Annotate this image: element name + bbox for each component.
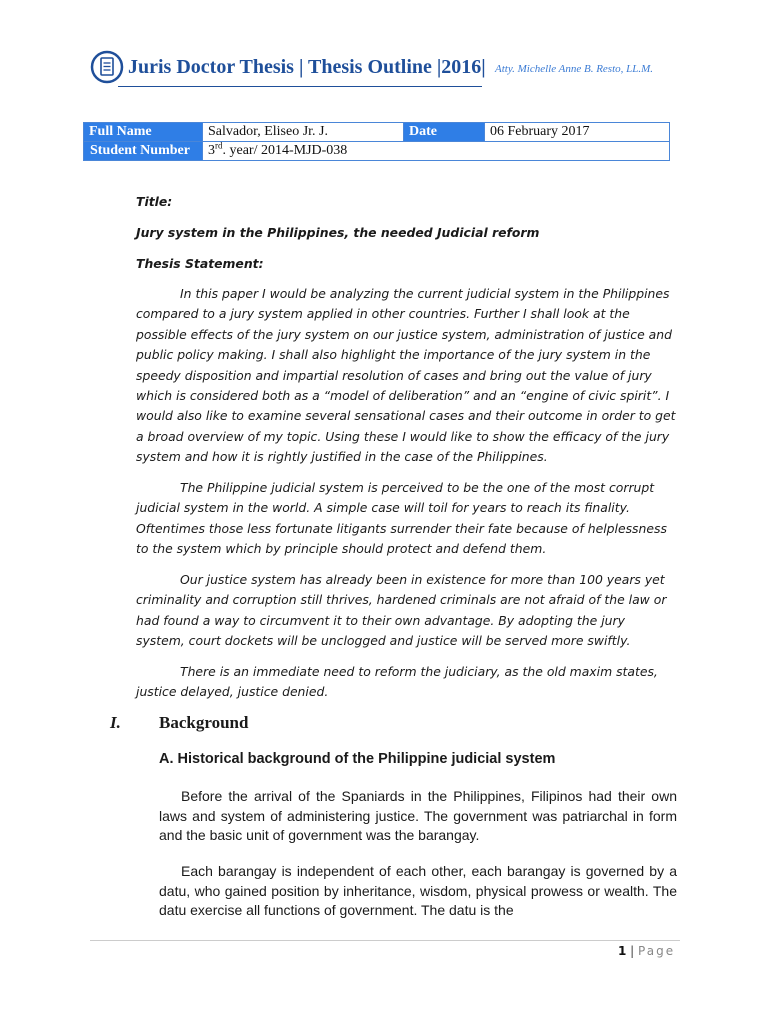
info-row-name: [84, 123, 670, 142]
student-number-label: Student Number: [84, 142, 203, 161]
date-value: 06 February 2017: [485, 123, 670, 142]
date-label: Date: [404, 123, 485, 142]
footer-separator: |: [626, 944, 639, 958]
thesis-title: Jury system in the Philippines, the needed Judicial reform: [136, 225, 540, 240]
document-header: [90, 48, 690, 92]
header-title: Juris Doctor Thesis | Thesis Outline |2016|: [128, 56, 486, 78]
document-circle-icon: [90, 48, 124, 86]
thesis-paragraph-1: In this paper I would be analyzing the current judicial system in the Philippines compared to a jury system applied in other countries. Further I shall look at the possible effects of the jury system on our justice system, administration of justice and public policy making. I shall also highlight the importance of the jury system in the speedy disposition and impartial resolution of cases and bring out the value of jury which is considered both as a “model of deliberation” and an “engine of civic spirit”. I would also like to examine several sensational cases and their outcome in order to get a broad overview of my topic. Using these I would like to show the efficacy of the jury system and how it is rightly justified in the case of the Philippines.: [136, 286, 676, 465]
header-author: Atty. Michelle Anne B. Resto, LL.M.: [495, 63, 654, 75]
student-number-year: 3: [208, 143, 215, 158]
title-label: Title:: [136, 194, 173, 209]
thesis-paragraph-4: There is an immediate need to reform the judiciary, as the old maxim states, justice delayed, justice denied.: [136, 664, 658, 700]
full-name-label: Full Name: [84, 123, 203, 142]
background-paragraph-2: Each barangay is independent of each other, each barangay is governed by a datu, who gained position by inheritance, wisdom, physical prowess or wealth. The datu exercise all functions of government. The datu is the: [159, 863, 677, 919]
background-paragraph-1: Before the arrival of the Spaniards in the Philippines, Filipinos had their own laws and system of administering justice. The government was patriarchal in form and the basic unit of government was the barangay.: [159, 788, 677, 844]
footer-divider: [90, 940, 680, 941]
section-title: Background: [159, 713, 249, 732]
student-number-rest: . year/ 2014-MJD-038: [222, 143, 348, 158]
thesis-paragraph-2: The Philippine judicial system is perceived to be the one of the most corrupt judicial system in the world. A simple case will toil for years to reach its finality. Oftentimes those less fortunate litigants surrender their fate because of helplessness to the system which by principle should protect and defend them.: [136, 480, 667, 557]
thesis-statement-label: Thesis Statement:: [136, 256, 264, 271]
subsection-title: A. Historical background of the Philippine judicial system: [159, 751, 556, 767]
page-footer: [618, 944, 675, 958]
header-underline: [118, 86, 482, 87]
page-number: 1: [618, 944, 627, 958]
page-word: Page: [638, 944, 676, 958]
student-number-ordinal: rd: [215, 140, 223, 151]
student-number-value: [203, 142, 670, 161]
student-info-table: [83, 122, 670, 161]
info-row-student-number: [84, 142, 670, 161]
section-number: I.: [110, 713, 121, 732]
thesis-paragraph-3: Our justice system has already been in existence for more than 100 years yet criminality and corruption still thrives, hardened criminals are not afraid of the law or had found a way to circumvent it to their own advantage. By adopting the jury system, court dockets will be unclogged and justice will be served more swiftly.: [136, 572, 667, 649]
full-name-value: Salvador, Eliseo Jr. J.: [203, 123, 404, 142]
